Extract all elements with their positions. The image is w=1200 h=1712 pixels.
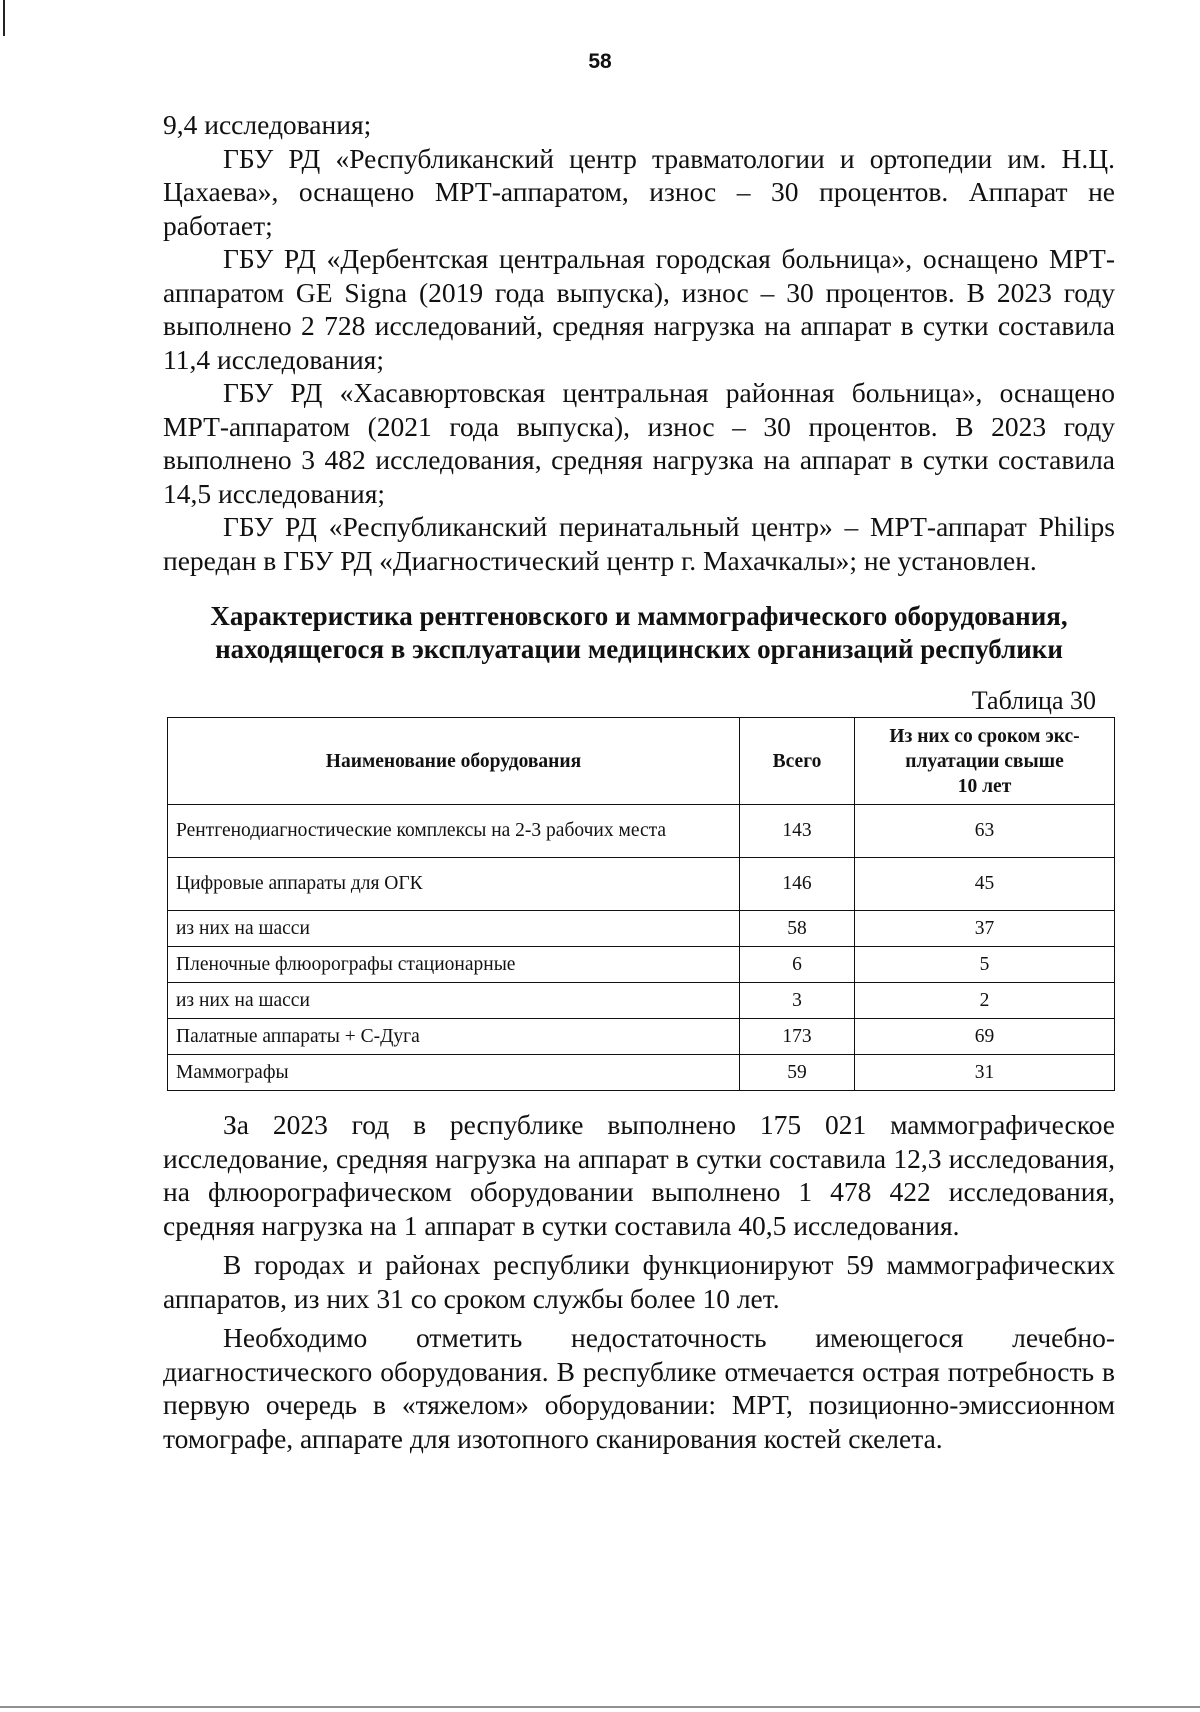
- cell-equipment-name: Маммографы: [168, 1055, 740, 1091]
- section-heading-line-1: Характеристика рентгеновского и маммографического оборудования,: [210, 601, 1068, 631]
- cell-equipment-name: Палатные аппараты + С-Дуга: [168, 1019, 740, 1055]
- cell-over-10-years: 45: [855, 858, 1115, 911]
- paragraph-traumatology-center: ГБУ РД «Республиканский центр травматологии и ортопедии им. Н.Ц. Цахаева», оснащено МРТ-аппаратом, износ – 30 процентов. Аппарат не работает;: [163, 142, 1115, 241]
- paragraph-equipment-shortage: Необходимо отметить недостаточность имеющегося лечебно-диагностического оборудования. В республике отмечается острая потребность в первую очередь в «тяжелом» оборудовании: МРТ, позиционно-эмиссионном томографе, аппарате для изотопного сканирования костей скелета.: [163, 1322, 1115, 1454]
- section-heading: [163, 600, 1115, 666]
- cell-total: 58: [740, 911, 855, 947]
- cell-equipment-name: из них на шасси: [168, 983, 740, 1019]
- header-over10-line-2: плуатации свыше: [905, 750, 1064, 772]
- bottom-text-block: [163, 1108, 1115, 1455]
- cell-total: 59: [740, 1055, 855, 1091]
- cell-over-10-years: 37: [855, 911, 1115, 947]
- cell-over-10-years: 69: [855, 1019, 1115, 1055]
- cell-total: 6: [740, 947, 855, 983]
- header-over-10-years: [855, 718, 1115, 805]
- header-equipment-name: Наименование оборудования: [168, 718, 740, 805]
- page-number: 58: [588, 50, 612, 73]
- table-header-row: [168, 718, 1115, 805]
- cell-equipment-name: Цифровые аппараты для ОГК: [168, 858, 740, 911]
- cell-equipment-name: Пленочные флюорографы стационарные: [168, 947, 740, 983]
- cell-over-10-years: 5: [855, 947, 1115, 983]
- table-caption: Таблица 30: [971, 686, 1096, 715]
- equipment-table: [167, 717, 1115, 1091]
- table-row: [168, 911, 1115, 947]
- header-over10-line-3: 10 лет: [957, 775, 1012, 797]
- table-row: [168, 805, 1115, 858]
- table-row: [168, 1055, 1115, 1091]
- scan-edge-bottom: [0, 1706, 1200, 1708]
- cell-total: 3: [740, 983, 855, 1019]
- table-row: [168, 858, 1115, 911]
- header-over10-line-1: Из них со сроком экс-: [889, 725, 1080, 747]
- table-row: [168, 983, 1115, 1019]
- scan-edge-left: [3, 0, 5, 36]
- cell-equipment-name: Рентгенодиагностические комплексы на 2-3 рабочих места: [168, 805, 740, 858]
- paragraph-perinatal-center: ГБУ РД «Республиканский перинатальный центр» – МРТ-аппарат Philips передан в ГБУ РД «Диагностический центр г. Махачкалы»; не установлен.: [163, 511, 1115, 576]
- paragraph-derbent-hospital: ГБУ РД «Дербентская центральная городская больница», оснащено МРТ-аппаратом GE Signa (2019 года выпуска), износ – 30 процентов. В 2023 году выполнено 2 728 исследований, средняя нагрузка на аппарат в сутки составила 11,4 исследования;: [163, 243, 1115, 375]
- paragraph-continuation: 9,4 исследования;: [163, 109, 372, 140]
- table-row: [168, 947, 1115, 983]
- table-row: [168, 1019, 1115, 1055]
- section-heading-line-2: находящегося в эксплуатации медицинских организаций республики: [215, 634, 1063, 664]
- cell-over-10-years: 31: [855, 1055, 1115, 1091]
- cell-total: 143: [740, 805, 855, 858]
- cell-total: 146: [740, 858, 855, 911]
- cell-total: 173: [740, 1019, 855, 1055]
- paragraph-mammography-devices: В городах и районах республики функционируют 59 маммографических аппаратов, из них 31 со сроком службы более 10 лет.: [163, 1249, 1115, 1314]
- top-text-block: [163, 108, 1115, 577]
- paragraph-khasavyurt-hospital: ГБУ РД «Хасавюртовская центральная районная больница», оснащено МРТ-аппаратом (2021 года выпуска), износ – 30 процентов. В 2023 году выполнено 3 482 исследования, средняя нагрузка на аппарат в сутки составила 14,5 исследования;: [163, 377, 1115, 509]
- cell-over-10-years: 2: [855, 983, 1115, 1019]
- header-total: Всего: [740, 718, 855, 805]
- paragraph-mammography-stats: За 2023 год в республике выполнено 175 021 маммографическое исследование, средняя нагрузка на аппарат в сутки составила 12,3 исследования, на флюорографическом оборудовании выполнено 1 478 422 исследования, средняя нагрузка на 1 аппарат в сутки составила 40,5 исследования.: [163, 1109, 1115, 1241]
- cell-over-10-years: 63: [855, 805, 1115, 858]
- cell-equipment-name: из них на шасси: [168, 911, 740, 947]
